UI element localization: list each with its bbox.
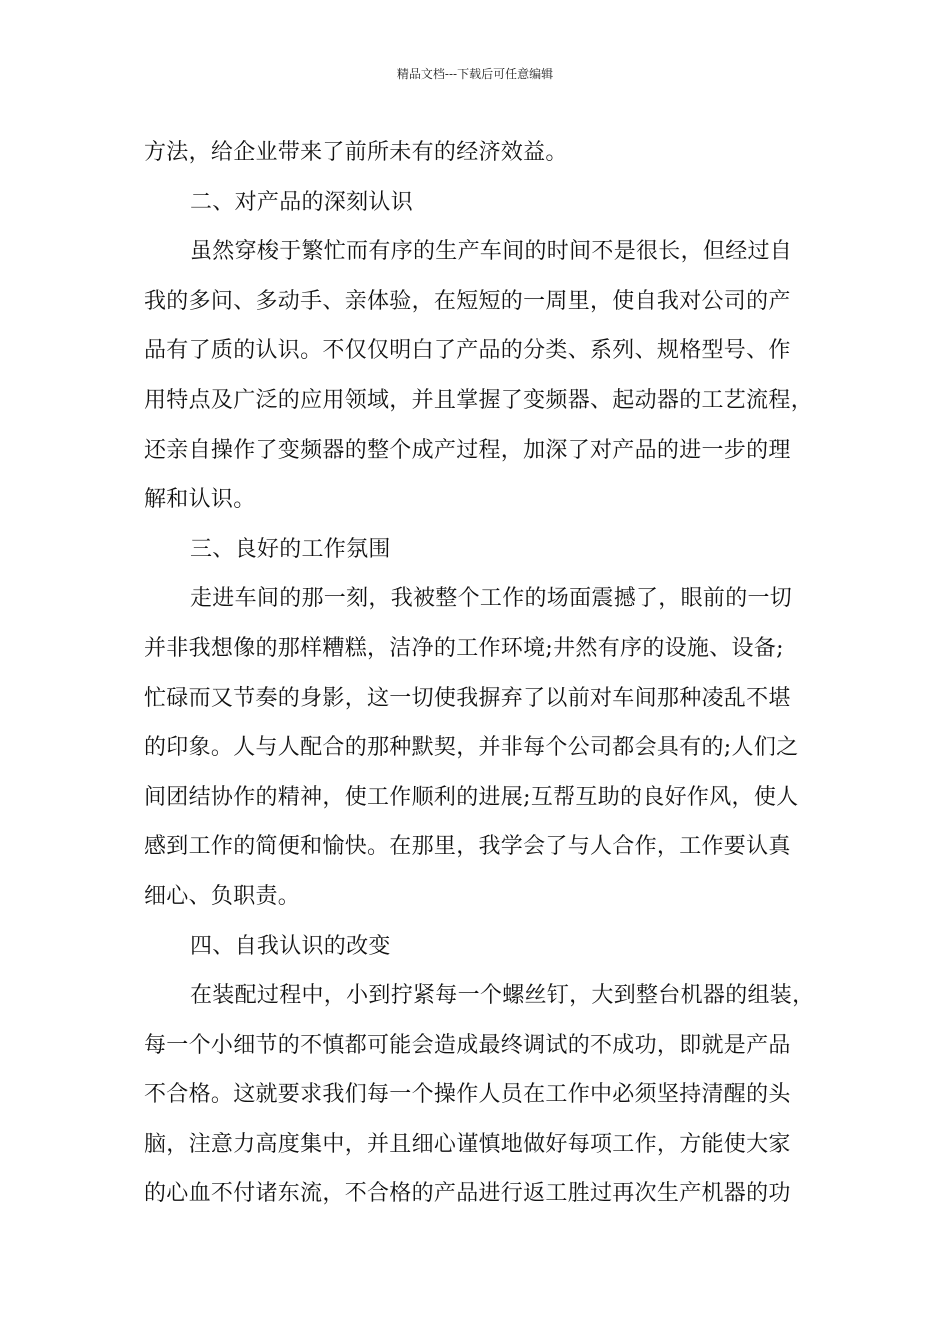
section-heading: 四、自我认识的改变 <box>190 933 391 959</box>
text-line: 我的多问、多动手、亲体验，在短短的一周里，使自我对公司的产 <box>144 288 791 314</box>
text-line: 还亲自操作了变频器的整个成产过程，加深了对产品的进一步的理 <box>144 437 791 463</box>
text-line: 不合格。这就要求我们每一个操作人员在工作中必须坚持清醒的头 <box>144 1082 791 1108</box>
paragraph-line: 在装配过程中，小到拧紧每一个螺丝钉，大到整台机器的组装， <box>190 983 815 1009</box>
document-body <box>144 128 815 1219</box>
text-line: 品有了质的认识。不仅仅明白了产品的分类、系列、规格型号、作 <box>144 338 791 364</box>
text-line: 脑，注意力高度集中，并且细心谨慎地做好每项工作，方能使大家 <box>144 1131 791 1157</box>
section-heading: 二、对产品的深刻认识 <box>190 189 414 215</box>
page-header: 精品文档---下载后可任意编辑 <box>396 67 554 81</box>
text-line: 并非我想像的那样糟糕，洁净的工作环境;井然有序的设施、设备; <box>144 635 784 661</box>
paragraph-line: 走进车间的那一刻，我被整个工作的场面震撼了，眼前的一切 <box>190 586 793 612</box>
paragraph-line: 虽然穿梭于繁忙而有序的生产车间的时间不是很长，但经过自 <box>190 239 793 265</box>
text-line: 用特点及广泛的应用领域，并且掌握了变频器、起动器的工艺流程， <box>144 387 814 413</box>
text-line: 的印象。人与人配合的那种默契，并非每个公司都会具有的;人们之 <box>144 735 799 761</box>
text-line: 细心、负职责。 <box>144 883 301 909</box>
text-line: 解和认识。 <box>144 487 256 513</box>
text-line: 感到工作的简便和愉快。在那里，我学会了与人合作，工作要认真 <box>144 834 791 860</box>
text-line: 方法，给企业带来了前所未有的经济效益。 <box>144 140 568 165</box>
text-line: 的心血不付诸东流，不合格的产品进行返工胜过再次生产机器的功 <box>144 1181 791 1207</box>
text-line: 忙碌而又节奏的身影，这一切使我摒弃了以前对车间那种凌乱不堪 <box>144 685 791 711</box>
text-line: 每一个小细节的不慎都可能会造成最终调试的不成功，即就是产品 <box>144 1032 791 1058</box>
text-line: 间团结协作的精神，使工作顺利的进展;互帮互助的良好作风，使人 <box>144 784 799 810</box>
section-heading: 三、良好的工作氛围 <box>190 536 391 562</box>
